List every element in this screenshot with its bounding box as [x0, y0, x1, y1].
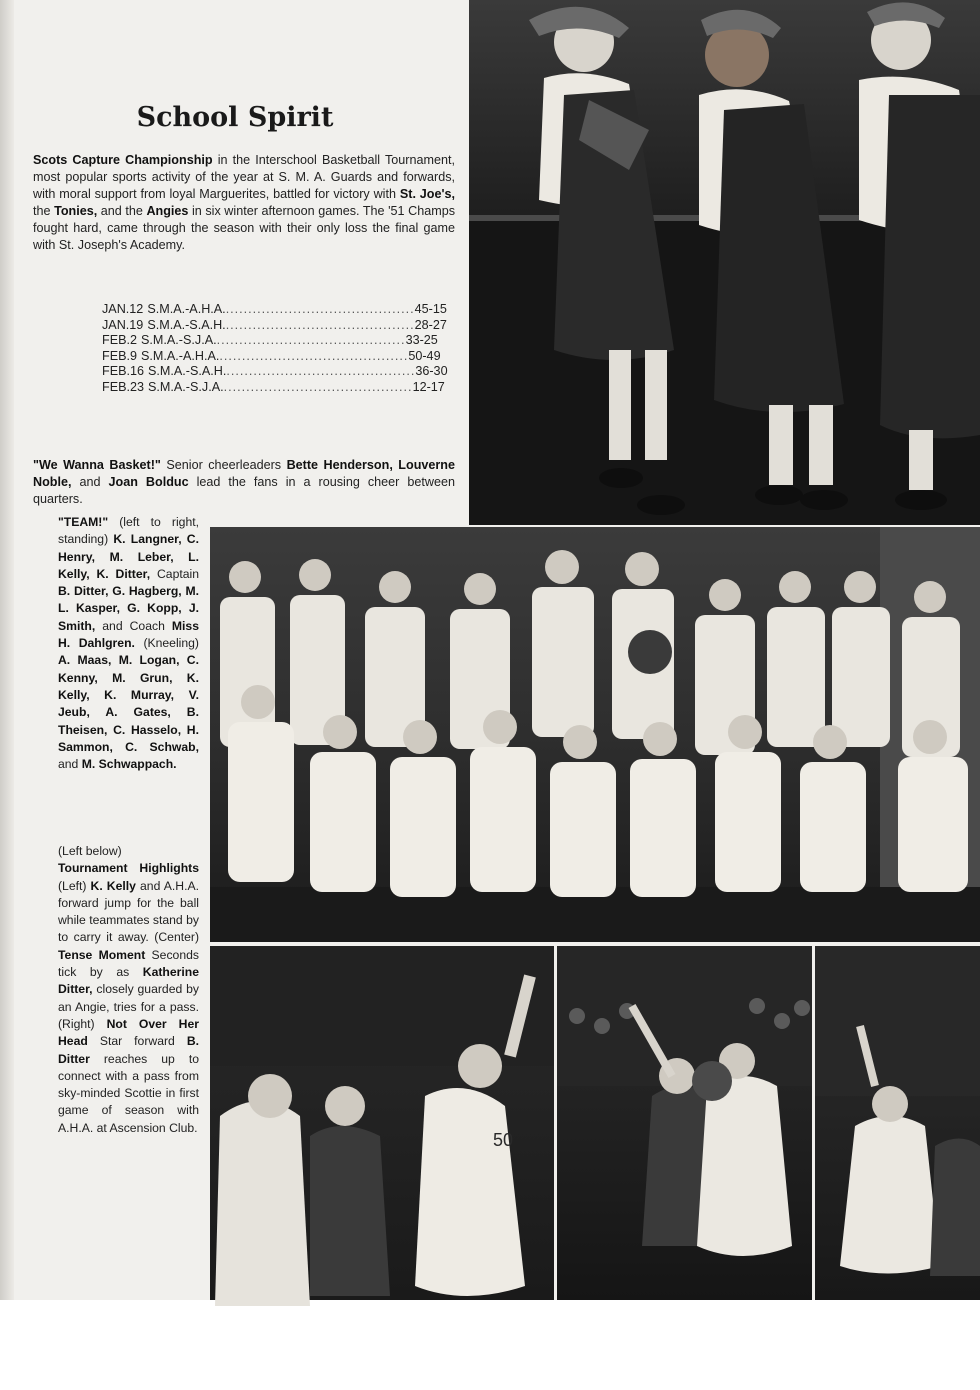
score-result: 28-27 [414, 317, 447, 332]
score-day: 23 [130, 379, 145, 394]
highlights-caption-text-4: closely guarded by an Angie, tries for a pass. (Right) [58, 982, 199, 1031]
highlights-caption-text-5: Star forward [87, 1034, 187, 1049]
cheerleaders-illustration [469, 0, 980, 525]
cheerleader-caption [33, 457, 455, 508]
team-caption-text-1: (left to right, standing) [58, 515, 199, 547]
highlights-caption-text-6: reaches up to connect with a pass from sky-minded Scottie in first game of season with A.H.A. at Ascension Club. [58, 1051, 199, 1135]
team-caption-names-last: M. Schwappach. [81, 757, 177, 772]
score-game: S.M.A.-A.H.A. [141, 348, 220, 363]
highlights-caption-text-3: Seconds tick by as [58, 947, 199, 980]
team-photo [210, 527, 980, 942]
score-row [102, 348, 441, 365]
intro-lead: Scots Capture Championship [33, 153, 213, 167]
cheerleaders-photo [469, 0, 980, 525]
score-month: FEB. [102, 379, 130, 394]
score-day: 16 [130, 364, 145, 378]
score-row [102, 302, 447, 318]
team-caption-text-2: Captain [150, 566, 199, 581]
score-month: FEB. [102, 364, 130, 378]
highlights-caption-name-2: Katherine Ditter, [58, 965, 199, 997]
team-caption-text-4: (Kneeling) [134, 636, 199, 651]
jersey-number: 50 [493, 1130, 514, 1150]
intro-paragraph [33, 152, 455, 254]
team-caption-text-5: and [58, 757, 82, 772]
score-month: JAN. [102, 317, 130, 332]
score-month: FEB. [102, 348, 130, 363]
score-result: 45-15 [414, 302, 447, 316]
score-result: 33-25 [405, 333, 438, 347]
intro-text-3: and the [97, 204, 147, 218]
intro-text-1: in the Interschool Basketball Tournament, most popular sports activity of the year at S. M. A. Guards and forwards, with moral support from loyal Marguerites, battled for victory with [33, 153, 455, 201]
highlights-caption [58, 843, 199, 1137]
highlight-photo-right [815, 946, 980, 1300]
highlights-caption-name-1: K. Kelly [90, 878, 136, 893]
highlights-caption-text-2: and A.H.A. forward jump for the ball while teammates stand by to carry it away. (Center) [58, 878, 199, 945]
team-caption-names-1: K. Langner, C. Henry, M. Leber, L. Kelly, K. Ditter, [58, 532, 199, 581]
score-month: JAN. [102, 302, 130, 316]
team-illustration [210, 527, 980, 942]
highlight-left-illustration [210, 946, 554, 1300]
highlight-right-illustration [815, 946, 980, 1300]
score-leader-dots: .......................................... [219, 348, 409, 363]
score-result: 12-17 [412, 379, 445, 394]
highlight-photo-center [557, 946, 812, 1300]
intro-team-stjoes: St. Joe's, [399, 187, 455, 201]
highlights-caption-intro: (Left below) [58, 844, 122, 858]
cheer-caption-names-1: Bette Henderson, Louverne Noble, [33, 458, 455, 489]
score-table [102, 302, 448, 395]
cheer-caption-text-3: lead the fans in a rousing cheer between quarters. [33, 475, 455, 506]
team-caption [58, 514, 199, 773]
page-title: School Spirit [136, 102, 334, 133]
cheer-caption-text-1: Senior cheerleaders [160, 458, 287, 472]
team-caption-lead: "TEAM!" [58, 515, 109, 529]
cheer-caption-names-2: Joan Bolduc [108, 475, 189, 489]
score-row [102, 364, 448, 380]
highlight-photo-left [210, 946, 554, 1300]
intro-team-tonies: Tonies, [54, 204, 98, 218]
highlights-caption-name-3: B. Ditter [58, 1034, 199, 1066]
score-leader-dots: .......................................... [216, 333, 406, 347]
intro-text-2: the [33, 204, 55, 218]
score-game: S.M.A.-S.J.A. [148, 379, 224, 394]
score-day: 2 [130, 333, 138, 347]
score-game: S.M.A.-A.H.A. [147, 302, 226, 316]
score-month: FEB. [102, 333, 130, 347]
score-row [102, 333, 438, 349]
score-leader-dots: .......................................... [225, 317, 415, 332]
intro-team-angies: Angies [146, 204, 189, 218]
score-day: 9 [130, 348, 138, 363]
score-row [102, 317, 447, 334]
score-leader-dots: .......................................... [226, 364, 416, 378]
highlights-caption-text-1: (Left) [58, 878, 91, 893]
cheer-caption-lead: "We Wanna Basket!" [33, 458, 161, 472]
highlight-center-illustration [557, 946, 812, 1300]
team-caption-names-2: B. Ditter, G. Hagberg, M. L. Kasper, G. Kopp, J. Smith, [58, 584, 199, 633]
intro-text-4: in six winter afternoon games. The '51 Champs fought hard, came through the season with their only loss the final game with St. Joseph's Academy. [33, 204, 455, 252]
score-result: 50-49 [408, 348, 441, 363]
score-leader-dots: .......................................... [223, 379, 413, 394]
score-day: 12 [129, 302, 144, 316]
highlights-caption-title: Tournament Highlights [58, 861, 199, 876]
page-gutter-shadow [0, 0, 14, 1300]
score-game: S.M.A.-S.J.A. [141, 333, 217, 347]
score-row [102, 379, 445, 396]
score-day: 19 [129, 317, 144, 332]
team-caption-names-kneeling: A. Maas, M. Logan, C. Kenny, M. Grun, K. Kelly, K. Murray, V. Jeub, A. Gates, B. Theisen, C. Hasselo, H. Sammon, C. Schwab, [58, 653, 199, 754]
highlights-caption-title-2: Tense Moment [58, 947, 146, 962]
highlights-caption-title-3: Not Over Her Head [58, 1016, 199, 1049]
score-result: 36-30 [415, 364, 448, 378]
team-caption-text-3: and Coach [95, 618, 172, 633]
score-leader-dots: .......................................... [225, 302, 415, 316]
cheer-caption-text-2: and [71, 475, 109, 489]
team-caption-coach: Miss H. Dahlgren. [58, 618, 199, 651]
score-game: S.M.A.-S.A.H. [148, 364, 227, 378]
score-game: S.M.A.-S.A.H. [147, 317, 226, 332]
